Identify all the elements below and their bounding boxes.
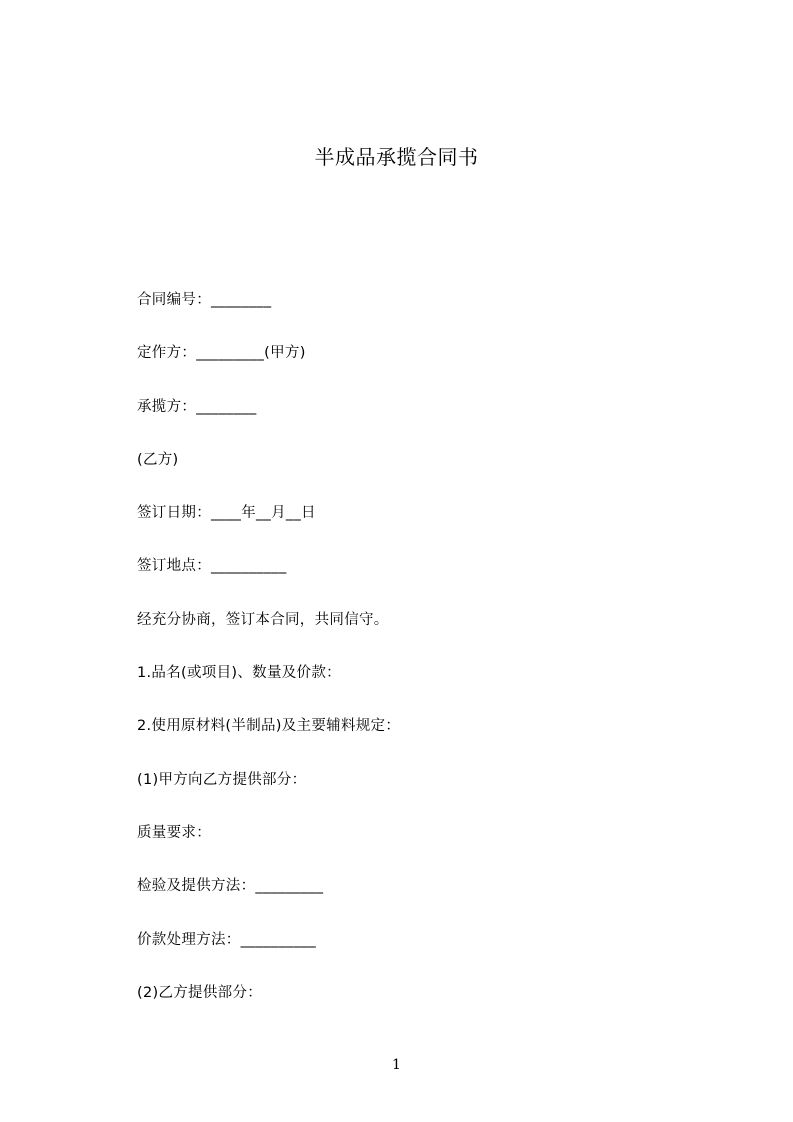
ordering-party-line: 定作方：_________(甲方) [137, 345, 306, 362]
agreement-statement-line: 经充分协商，签订本合同，共同信守。 [137, 611, 389, 628]
signing-date-line: 签订日期：____年__月__日 [137, 505, 316, 522]
page-number: 1 [392, 1057, 401, 1073]
price-handling-line: 价款处理方法：__________ [137, 931, 317, 948]
document-title: 半成品承揽合同书 [314, 145, 479, 169]
contract-number-line: 合同编号：________ [137, 292, 272, 308]
signing-place-line: 签订地点：__________ [137, 558, 287, 575]
document-body [137, 290, 697, 1036]
clause-2-1-line: (1)甲方向乙方提供部分： [137, 771, 307, 788]
contractor-line: 承揽方：________ [137, 398, 257, 415]
clause-2-line: 2.使用原材料(半制品)及主要辅料规定： [137, 718, 401, 735]
inspection-method-line: 检验及提供方法：_________ [137, 878, 324, 895]
party-b-line: (乙方) [137, 451, 179, 468]
clause-2-2-line: (2)乙方提供部分： [137, 984, 263, 1001]
quality-requirement-line: 质量要求： [137, 824, 211, 841]
clause-1-line: 1.品名(或项目)、数量及价款： [137, 665, 341, 682]
